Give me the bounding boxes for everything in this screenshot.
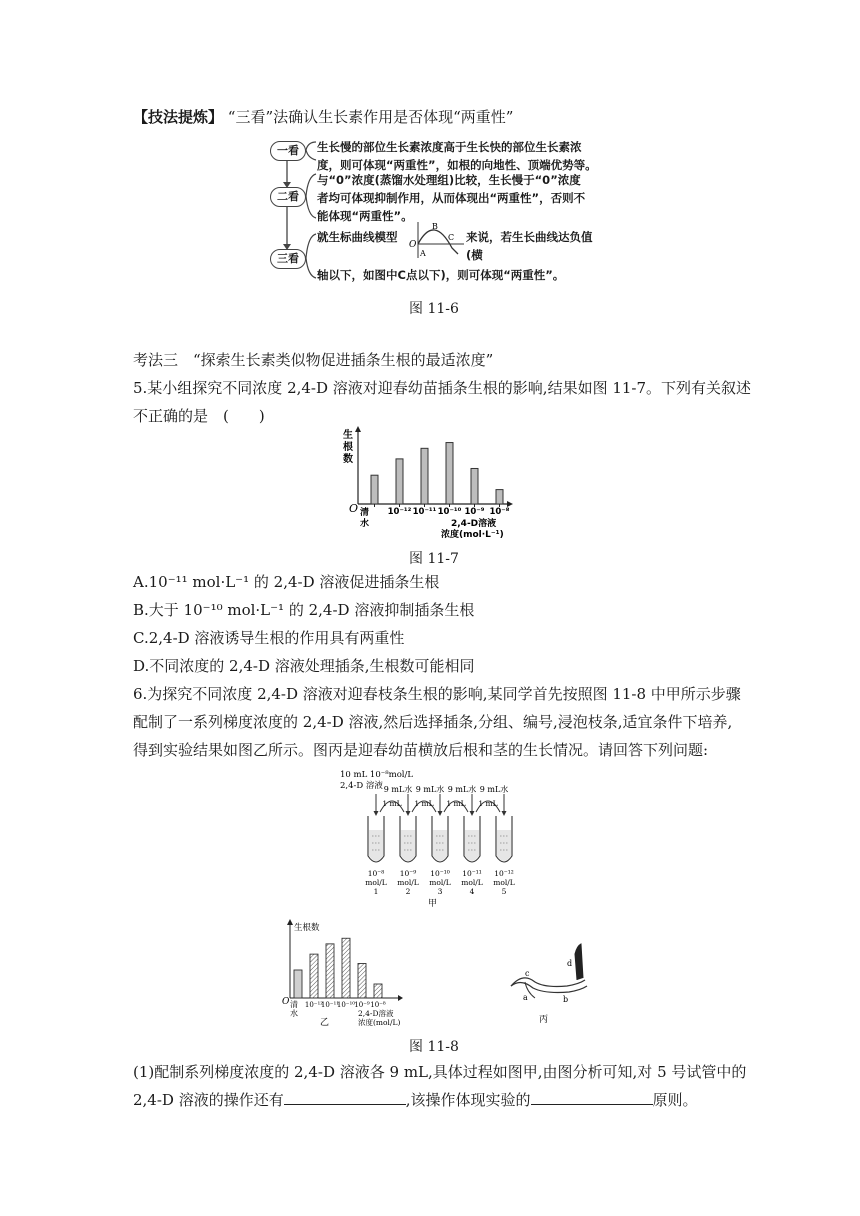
q6-line3: 得到实验结果如图乙所示。图丙是迎春幼苗横放后根和茎的生长情况。请回答下列问题: <box>133 741 709 759</box>
tick-label-5: 10⁻⁸ <box>489 507 510 517</box>
yi-first-cat-2: 水 <box>290 1009 298 1018</box>
q5-option-a[interactable]: A.10⁻¹¹ mol·L⁻¹ 的 2,4-D 溶液促进插条生根 <box>133 573 440 591</box>
bing-label-b: b <box>563 995 569 1004</box>
yi-ylabel: 生根数 <box>294 923 320 933</box>
jia-water-2: 9 mL水 <box>415 785 445 794</box>
jia-transfer-1: 1 mL <box>382 799 402 808</box>
bing-label-a: a <box>523 993 528 1002</box>
tick-label-3: 10⁻¹⁰ <box>437 507 462 517</box>
yi-name: 乙 <box>320 1018 330 1028</box>
look2-text: 与“0”浓度(蒸馏水处理组)比较，生长慢于“0”浓度 者均可体现抑制作用，从而体现出“两重性”，否则不 能体现“两重性”。 <box>317 173 586 223</box>
look1-oval: 一看 <box>270 141 306 161</box>
q5-line2: 不正确的是 ( ) <box>133 407 265 425</box>
jia-conc-3: 10⁻¹⁰ <box>430 869 450 878</box>
jia-unit-5: mol/L <box>493 878 515 887</box>
jia-conc-5: 10⁻¹² <box>494 869 514 878</box>
look3-text-line2: 轴以下，如图中C点以下)，则可体现“两重性”。 <box>317 268 565 282</box>
yi-first-cat-1: 清 <box>290 1000 298 1009</box>
jia-unit-2: mol/L <box>397 878 419 887</box>
jia-liquid-4 <box>465 830 479 861</box>
bar-0 <box>371 475 378 504</box>
jia-conc-4: 10⁻¹¹ <box>462 869 482 878</box>
curve-o-label: O <box>409 240 417 250</box>
q5-option-c[interactable]: C.2,4-D 溶液诱导生根的作用具有两重性 <box>133 629 405 647</box>
section-title: 考法三 “探索生长素类似物促进插条生根的最适浓度” <box>133 351 494 369</box>
q5-option-b[interactable]: B.大于 10⁻¹⁰ mol·L⁻¹ 的 2,4-D 溶液抑制插条生根 <box>133 601 475 619</box>
look3-oval: 三看 <box>270 249 306 269</box>
jia-unit-1: mol/L <box>365 878 387 887</box>
jia-transfer-4: 1 mL <box>478 799 498 808</box>
bar-3 <box>446 443 453 504</box>
curve-c-label: C <box>448 233 455 242</box>
jia-num-3: 3 <box>437 887 443 896</box>
bar-5 <box>496 490 503 504</box>
jia-water-4: 9 mL水 <box>479 785 509 794</box>
tip-heading <box>133 103 513 131</box>
look3-text-pre: 就生标曲线模型 <box>317 230 398 244</box>
tick-labels <box>375 504 510 517</box>
fig-11-7-bar-chart <box>335 424 525 544</box>
xlabel-line1: 2,4-D溶液 <box>451 519 497 529</box>
answer-blank-1[interactable] <box>284 1086 406 1105</box>
jia-transfer-3: 1 mL <box>446 799 466 808</box>
yi-xlabel-2: 浓度(mol/L) <box>358 1018 401 1027</box>
jia-water-3: 9 mL水 <box>447 785 477 794</box>
yi-bar-2 <box>326 944 334 998</box>
yi-bar-0 <box>294 970 302 998</box>
bar-1 <box>396 459 403 504</box>
yi-tick-1: 10⁻¹² <box>304 1001 324 1009</box>
xlabel-line2: 浓度(mol·L⁻¹) <box>441 530 504 540</box>
fig-11-8-caption: 图 11-8 <box>409 1039 459 1055</box>
jia-num-1: 1 <box>373 887 379 896</box>
jia-num-2: 2 <box>405 887 411 896</box>
curve-a-label: A <box>420 249 426 258</box>
tick-label-4: 10⁻⁹ <box>464 507 485 517</box>
tip-tag: 【技法提炼】 <box>133 108 224 126</box>
three-look-flowchart <box>268 138 598 288</box>
fig-11-6-caption: 图 11-6 <box>409 301 459 317</box>
yi-bar-4 <box>358 963 366 998</box>
fig-11-7-caption: 图 11-7 <box>409 551 459 567</box>
q6-line1: 6.为探究不同浓度 2,4-D 溶液对迎春枝条生根的影响,某同学首先按照图 11-8 中甲所示步骤 <box>133 685 741 703</box>
jia-water-1: 9 mL水 <box>383 785 413 794</box>
ylabel-char-1: 生 <box>343 430 353 441</box>
fig-yi-bar-chart <box>282 918 422 1028</box>
yi-bar-5 <box>374 984 382 998</box>
q5-line1: 5.某小组探究不同浓度 2,4-D 溶液对迎春幼苗插条生根的影响,结果如图 11-7。下列有关叙述 <box>133 379 752 397</box>
first-cat-line1: 清 <box>360 508 370 518</box>
yi-bar-3 <box>342 938 350 998</box>
bing-name: 丙 <box>539 1015 549 1025</box>
bars <box>371 443 503 504</box>
tick-label-1: 10⁻¹² <box>387 507 412 517</box>
bing-label-d: d <box>567 959 573 968</box>
yi-xlabel-1: 2,4-D溶液 <box>358 1009 394 1018</box>
fig-bing-seedling <box>505 942 605 1027</box>
jia-transfer-2: 1 mL <box>414 799 434 808</box>
look2-oval: 二看 <box>270 187 306 207</box>
q6-sub1-line1: (1)配制系列梯度浓度的 2,4-D 溶液各 9 mL,具体过程如图甲,由图分析可知,对 5 号试管中的 <box>133 1063 747 1081</box>
yi-tick-2: 10⁻¹¹ <box>320 1001 340 1009</box>
jia-num-4: 4 <box>469 887 475 896</box>
jia-conc-1: 10⁻⁸ <box>367 869 385 878</box>
origin-label: O <box>349 502 359 515</box>
jia-num-5: 5 <box>501 887 507 896</box>
growth-curve-icon <box>408 220 466 260</box>
bing-label-c: c <box>525 969 530 978</box>
curve-b-label: B <box>432 222 438 231</box>
q6-sub1-line2: 2,4-D 溶液的操作还有 ,该操作体现实验的 原则。 <box>133 1086 698 1114</box>
q6-line2: 配制了一系列梯度浓度的 2,4-D 溶液,然后选择插条,分组、编号,浸泡枝条,适宜条件下培养, <box>133 713 733 731</box>
q5-option-d[interactable]: D.不同浓度的 2,4-D 溶液处理插条,生根数可能相同 <box>133 657 475 675</box>
bing-shoot-tip <box>575 944 583 980</box>
fig-jia-dilution-diagram <box>338 768 528 908</box>
first-cat-line2: 水 <box>360 519 370 529</box>
bar-4 <box>471 468 478 504</box>
yi-tick-5: 10⁻⁸ <box>370 1001 386 1009</box>
yi-bar-1 <box>310 954 318 998</box>
answer-blank-2[interactable] <box>531 1086 653 1105</box>
jia-unit-3: mol/L <box>429 878 451 887</box>
jia-unit-4: mol/L <box>461 878 483 887</box>
jia-liquid-3 <box>433 830 447 861</box>
bar-2 <box>421 448 428 504</box>
look1-text: 生长慢的部位生长素浓度高于生长快的部位生长素浓 度，则可体现“两重性”，如根的向地性、顶端优势等。 <box>317 140 597 172</box>
yi-origin: O <box>282 997 290 1007</box>
yi-tick-4: 10⁻⁹ <box>354 1001 370 1009</box>
jia-tubes <box>365 784 515 896</box>
look3-text-post: 来说，若生长曲线达负值(横 <box>466 230 593 262</box>
ylabel-char-2: 根 <box>343 442 353 453</box>
yi-tick-3: 10⁻¹⁰ <box>336 1001 356 1009</box>
tick-label-2: 10⁻¹¹ <box>412 507 437 517</box>
ylabel-char-3: 数 <box>343 454 353 465</box>
jia-liquid-2 <box>401 830 415 861</box>
jia-top-label-1: 10 mL 10⁻⁸mol/L <box>340 770 414 780</box>
tip-text: “三看”法确认生长素作用是否体现“两重性” <box>227 108 514 126</box>
jia-name: 甲 <box>428 899 438 908</box>
jia-liquid-1 <box>369 830 383 861</box>
jia-liquid-5 <box>497 830 511 861</box>
jia-conc-2: 10⁻⁹ <box>399 869 417 878</box>
jia-top-label-2: 2,4-D 溶液 <box>340 781 383 791</box>
